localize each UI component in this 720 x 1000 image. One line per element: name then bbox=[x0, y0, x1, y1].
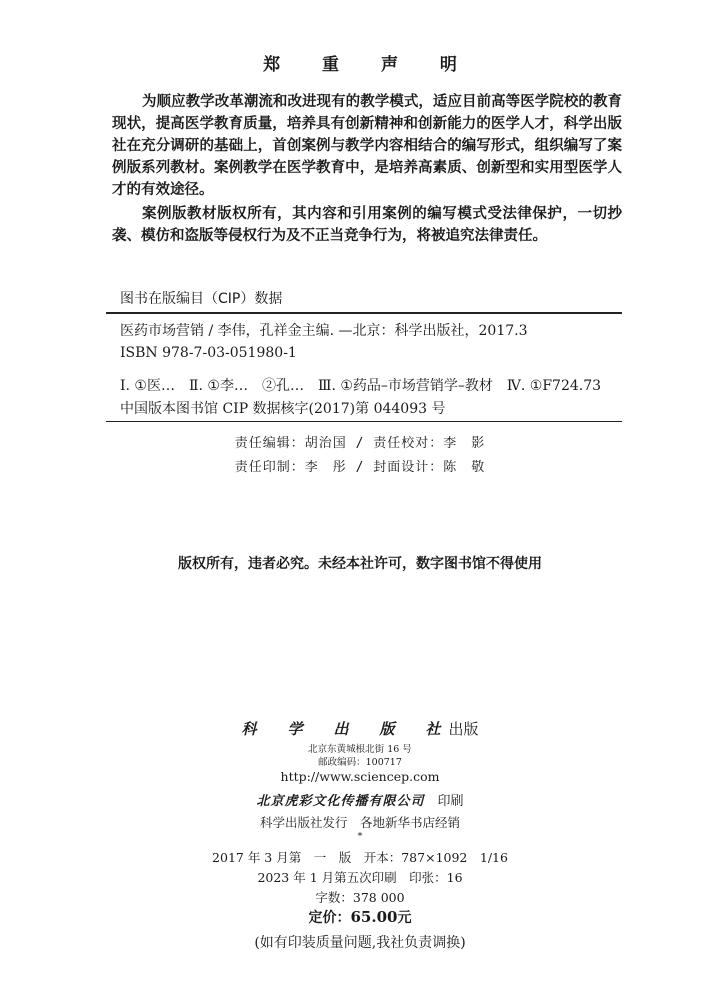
publisher-url: http://www.sciencep.com bbox=[280, 769, 440, 784]
price-value: 65.00 bbox=[350, 908, 398, 926]
edition-line: 2017 年 3 月第 一 版 开本：787×1092 1/16 bbox=[212, 850, 508, 865]
price-unit: 元 bbox=[397, 910, 412, 926]
editors-line-1: 责任编辑：胡治国 / 责任校对：李 影 bbox=[234, 436, 486, 451]
publisher-postcode: 邮政编码：100717 bbox=[318, 757, 402, 768]
cip-title-line: 医药市场营销 / 李伟，孔祥金主编. —北京：科学出版社，2017.3 bbox=[120, 323, 528, 339]
price-label: 定价： bbox=[308, 910, 351, 926]
statement-title: 郑 重 声 明 bbox=[263, 55, 475, 75]
cip-header: 图书在版编目（CIP）数据 bbox=[120, 291, 283, 307]
printing-line: 2023 年 1 月第五次印刷 印张：16 bbox=[257, 870, 463, 885]
printer-suffix: 印刷 bbox=[437, 794, 464, 809]
cip-bottom-rule bbox=[106, 421, 622, 422]
quality-note: (如有印装质量问题,我社负责调换) bbox=[254, 935, 466, 951]
publisher-line bbox=[0, 718, 720, 739]
cip-classification: Ⅰ. ①医… Ⅱ. ①李… ②孔… Ⅲ. ①药品–市场营销学–教材 Ⅳ. ①F724.73 bbox=[120, 378, 602, 394]
statement-paragraph-1: 为顺应教学改革潮流和改进现有的教学模式，适应目前高等医学院校的教育现状，提高医学教育质量，培养具有创新精神和创新能力的医学人才，科学出版社在充分调研的基础上，首创案例与教学内容相结合的编写形式，组织编写了案例版系列教材。案例教学在医学教育中，是培养高素质、创新型和实用型医学人才的有效途径。 bbox=[112, 94, 622, 198]
statement-paragraph-2: 案例版教材版权所有，其内容和引用案例的编写模式受法律保护，一切抄袭、模仿和盗版等侵权行为及不正当竞争行为，将被追究法律责任。 bbox=[112, 206, 622, 244]
cip-isbn: ISBN 978-7-03-051980-1 bbox=[120, 345, 297, 361]
distribution-line: 科学出版社发行 各地新华书店经销 bbox=[259, 815, 460, 830]
price-line bbox=[0, 907, 720, 927]
editors-line-2: 责任印制：李 彤 / 封面设计：陈 敬 bbox=[234, 460, 486, 475]
printer-line bbox=[0, 790, 720, 809]
publisher-address: 北京东黄城根北街 16 号 bbox=[308, 744, 412, 755]
cip-record-number: 中国版本图书馆 CIP 数据核字(2017)第 044093 号 bbox=[120, 401, 446, 417]
separator-asterisk: * bbox=[357, 831, 363, 842]
rights-notice: 版权所有，违者必究。未经本社许可，数字图书馆不得使用 bbox=[178, 556, 542, 572]
publisher-name: 科 学 出 版 社 bbox=[241, 720, 449, 738]
printer-name: 北京虎彩文化传播有限公司 bbox=[256, 794, 425, 809]
publisher-suffix: 出版 bbox=[448, 720, 479, 738]
word-count: 字数：378 000 bbox=[315, 890, 405, 905]
cip-top-rule bbox=[106, 312, 622, 314]
